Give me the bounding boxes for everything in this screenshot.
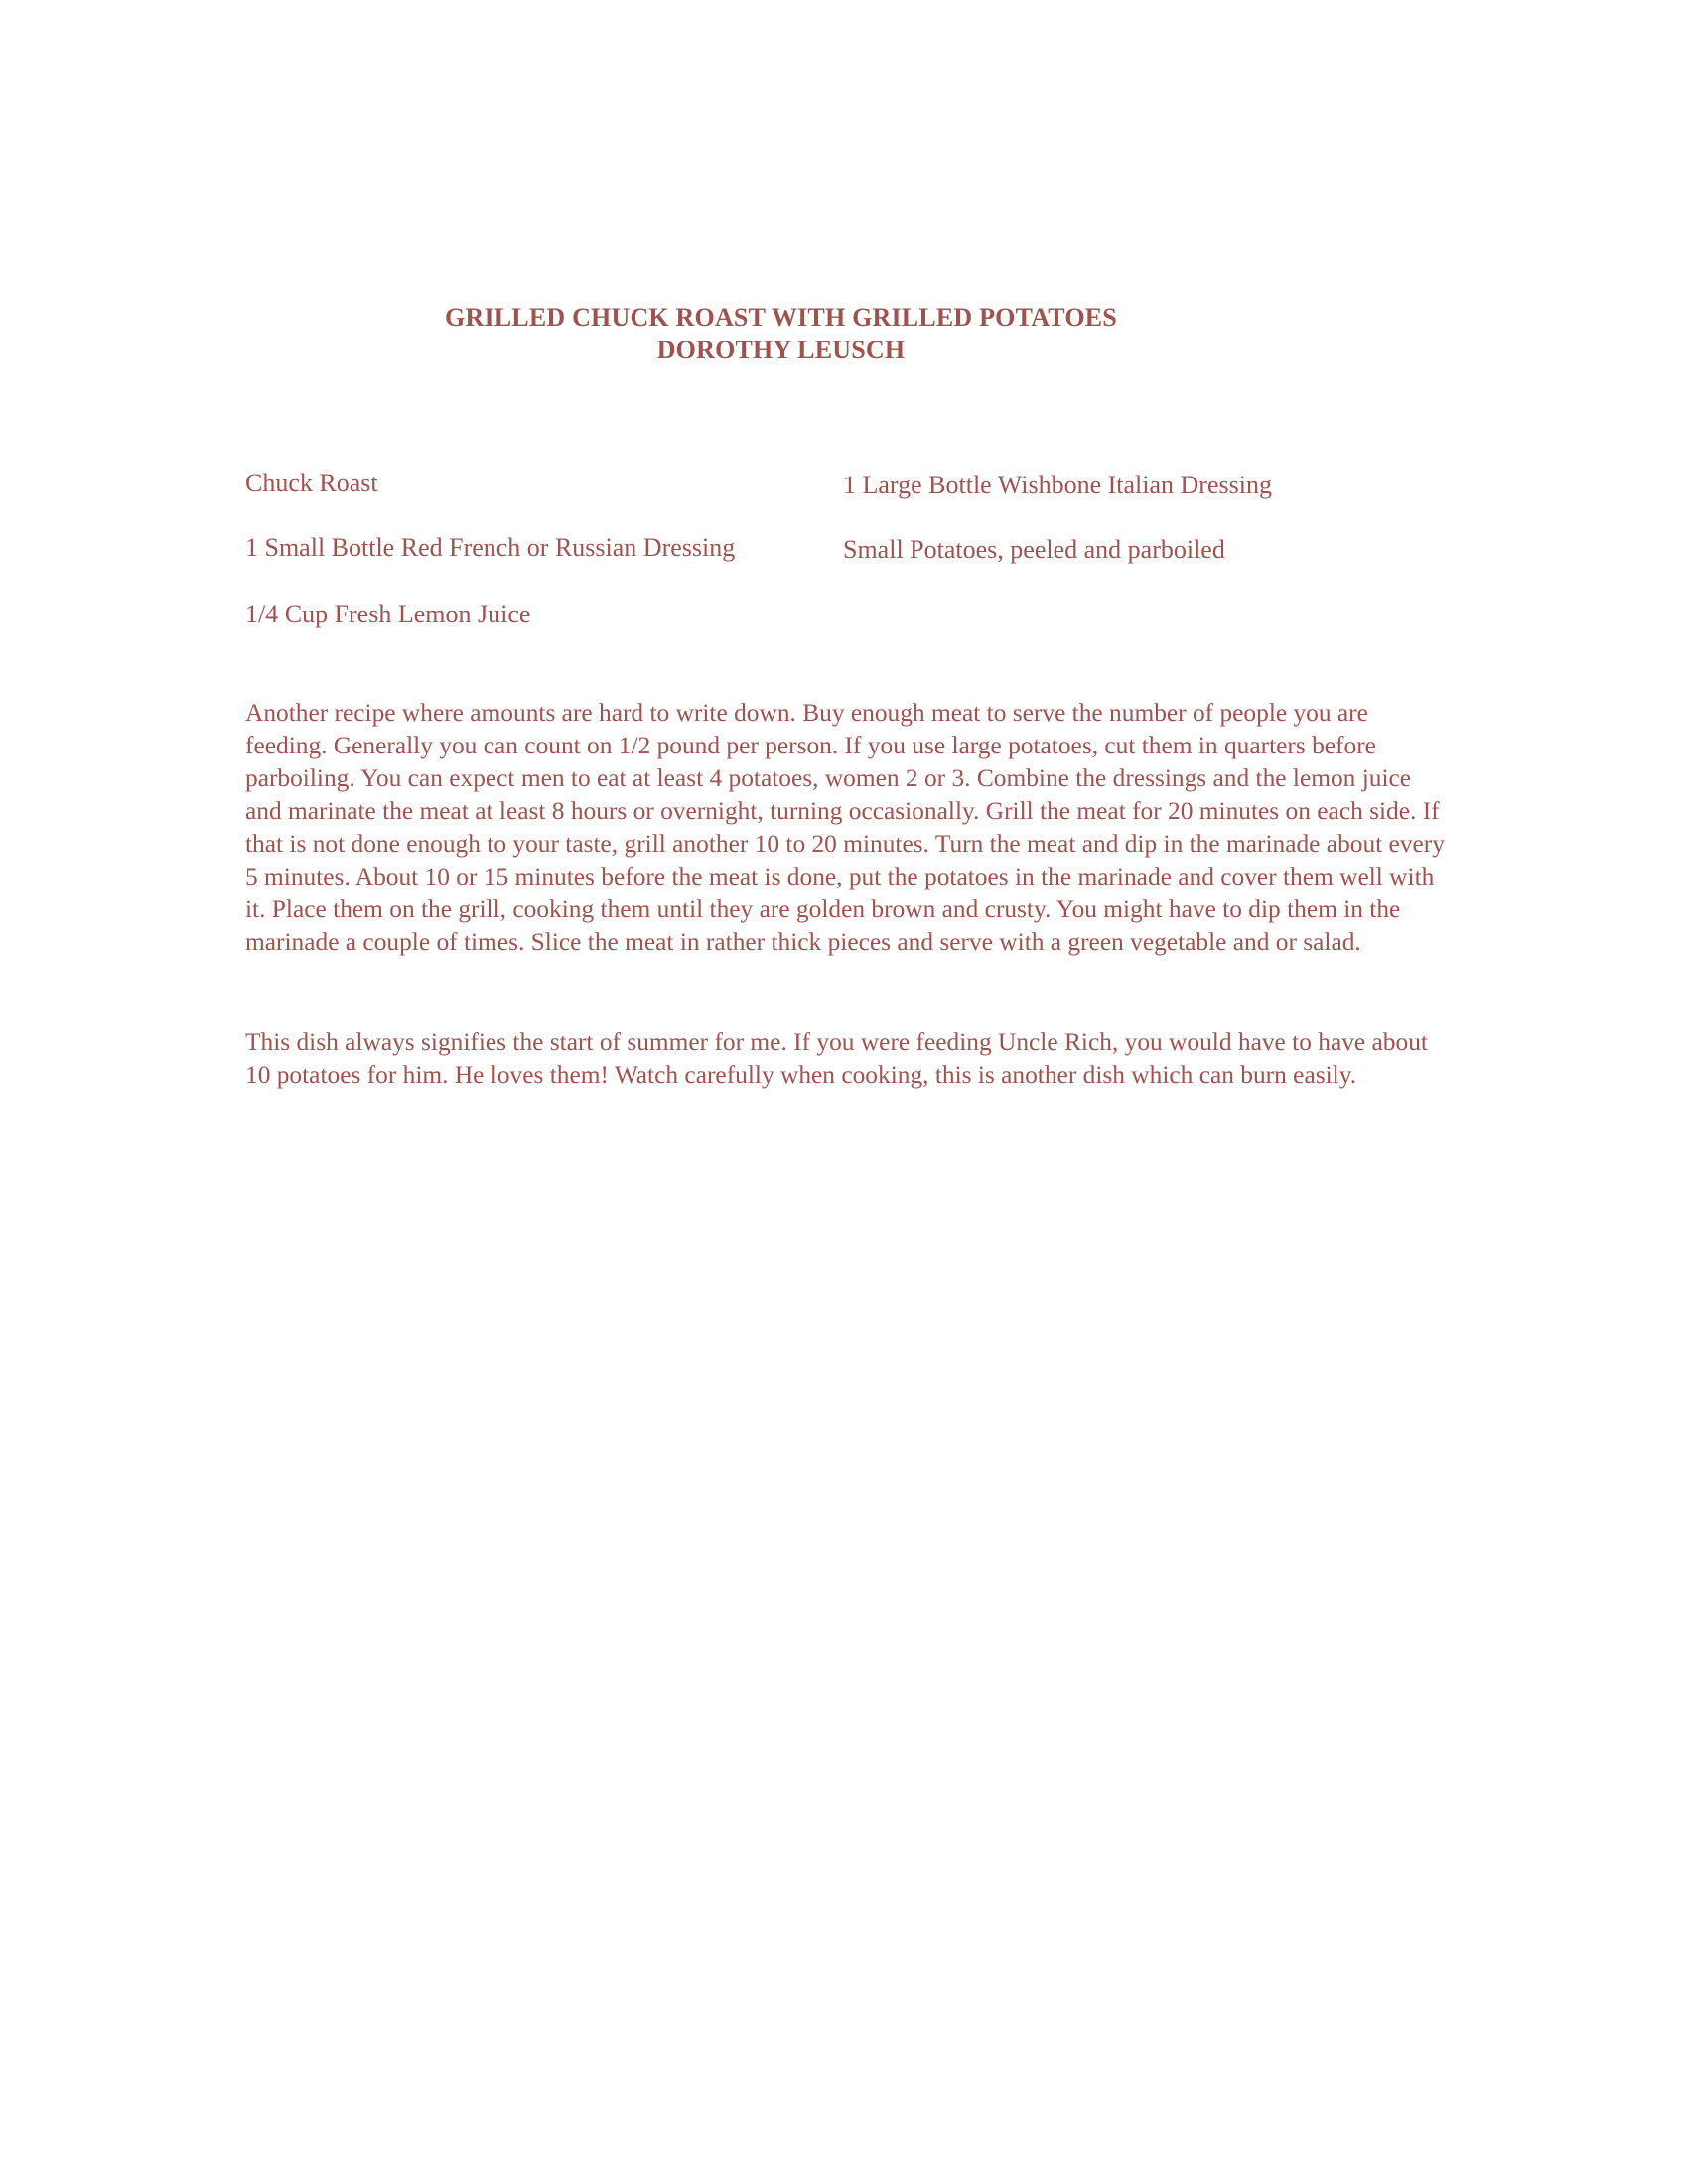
ingredient-lemon-juice: 1/4 Cup Fresh Lemon Juice bbox=[245, 600, 531, 628]
ingredient-red-dressing: 1 Small Bottle Red French or Russian Dressing bbox=[245, 533, 736, 562]
recipe-author: DOROTHY LEUSCH bbox=[656, 336, 906, 364]
notes-paragraph: This dish always signifies the start of summer for me. If you were feeding Uncle Rich, you would have to have about 10 potatoes for him. He loves them! Watch carefully when cooking, this is another dish which can burn easily. bbox=[245, 1028, 1428, 1089]
ingredient-small-potatoes: Small Potatoes, peeled and parboiled bbox=[843, 535, 1225, 564]
recipe-title: GRILLED CHUCK ROAST WITH GRILLED POTATOES bbox=[445, 303, 1117, 332]
ingredient-chuck-roast: Chuck Roast bbox=[245, 469, 378, 497]
ingredient-italian-dressing: 1 Large Bottle Wishbone Italian Dressing bbox=[843, 471, 1272, 499]
instructions-paragraph: Another recipe where amounts are hard to write down. Buy enough meat to serve the number of people you are feeding. Generally you can count on 1/2 pound per person. If you use large potatoes, cut them in quarters before parboiling. You can expect men to eat at least 4 potatoes, women 2 or 3. Combine the dressings and the lemon juice and marinate the meat at least 8 hours or overnight, turning occasionally. Grill the meat for 20 minutes on each side. If that is not done enough to your taste, grill another 10 to 20 minutes. Turn the meat and dip in the marinade about every 5 minutes. About 10 or 15 minutes before the meat is done, put the potatoes in the marinade and cover them well with it. Place them on the grill, cooking them until they are golden brown and crusty. You might have to dip them in the marinade a couple of times. Slice the meat in rather thick pieces and serve with a green vegetable and or salad. bbox=[245, 699, 1445, 956]
